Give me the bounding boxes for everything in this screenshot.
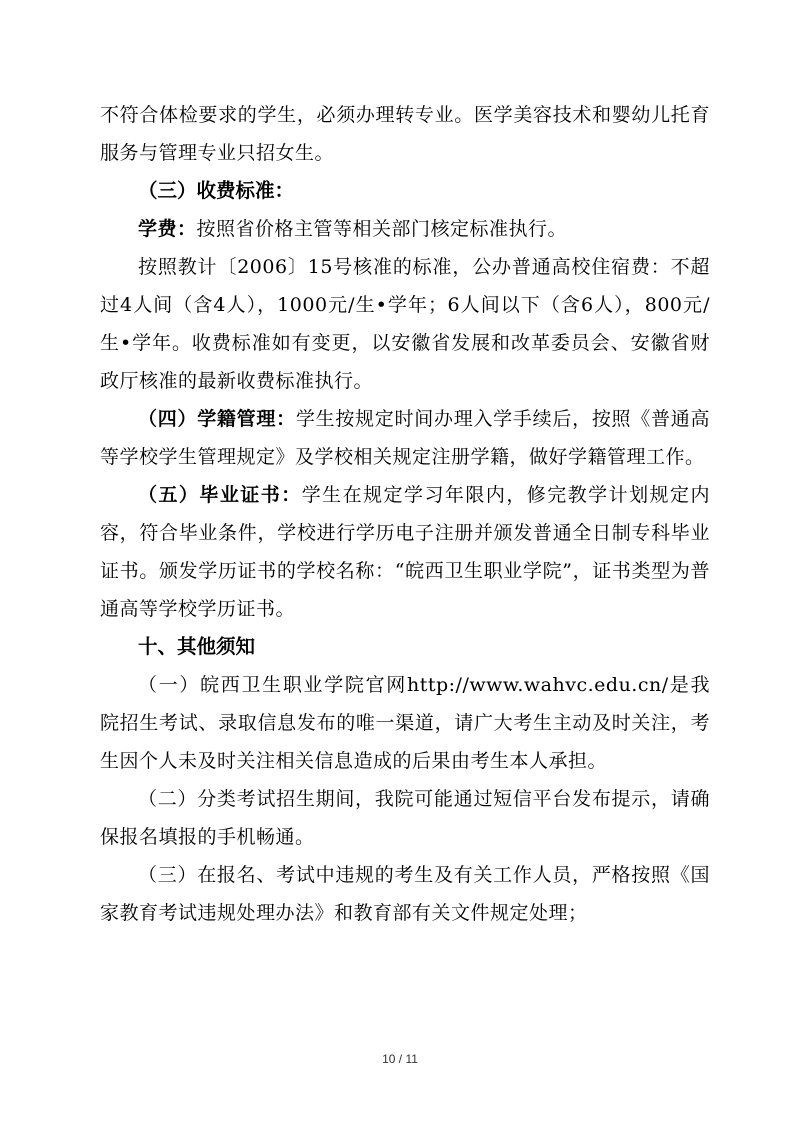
- page-number: 10 / 11: [382, 1052, 418, 1066]
- paragraph-note-2: （二）分类考试招生期间，我院可能通过短信平台发布提示，请确保报名填报的手机畅通。: [100, 788, 710, 848]
- paragraph-note-1: （一）皖西卫生职业学院官网http://www.wahvc.edu.cn/是我院招生考试、录取信息发布的唯一渠道，请广大考生主动及时关注，考生因个人未及时关注相关信息造成的后果由考生本人承担。: [100, 674, 710, 772]
- heading-fee-standard: （三）收费标准：: [138, 179, 295, 202]
- certificate-text: 学生在规定学习年限内，修完教学计划规定内容，符合毕业条件，学校进行学历电子注册并颁发普通全日制专科毕业证书。颁发学历证书的学校名称：“皖西卫生职业学院”，证书类型为普通高等学校学历证书。: [100, 484, 710, 620]
- paragraph-note-3: （三）在报名、考试中违规的考生及有关工作人员，严格按照《国家教育考试违规处理办法》和教育部有关文件规定处理；: [100, 864, 710, 924]
- student-status-label: （四）学籍管理：: [138, 408, 296, 430]
- paragraph-dorm-fee: 按照教计〔2006〕15号核准的标准，公办普通高校住宿费：不超过4人间（含4人），1000元/生•学年；6人间以下（含6人），800元/生•学年。收费标准如有变更，以安徽省发展和改革委员会、安徽省财政厅核准的最新收费标准执行。: [100, 256, 710, 392]
- paragraph-tuition: [100, 210, 710, 248]
- document-body: [100, 96, 710, 932]
- paragraph-student-status: [100, 400, 710, 476]
- tuition-text: 按照省价格主管等相关部门核定标准执行。: [196, 218, 568, 240]
- certificate-label: （五）毕业证书：: [138, 484, 302, 506]
- paragraph-physical-exam: 不符合体检要求的学生，必须办理转专业。医学美容技术和婴幼儿托育服务与管理专业只招女生。: [100, 104, 710, 164]
- paragraph-graduation-certificate: [100, 476, 710, 628]
- student-status-text: 学生按规定时间办理入学手续后，按照《普通高等学校学生管理规定》及学校相关规定注册学籍，做好学籍管理工作。: [100, 408, 710, 468]
- heading-other-notes: 十、其他须知: [138, 635, 256, 658]
- tuition-label: 学费：: [138, 218, 197, 240]
